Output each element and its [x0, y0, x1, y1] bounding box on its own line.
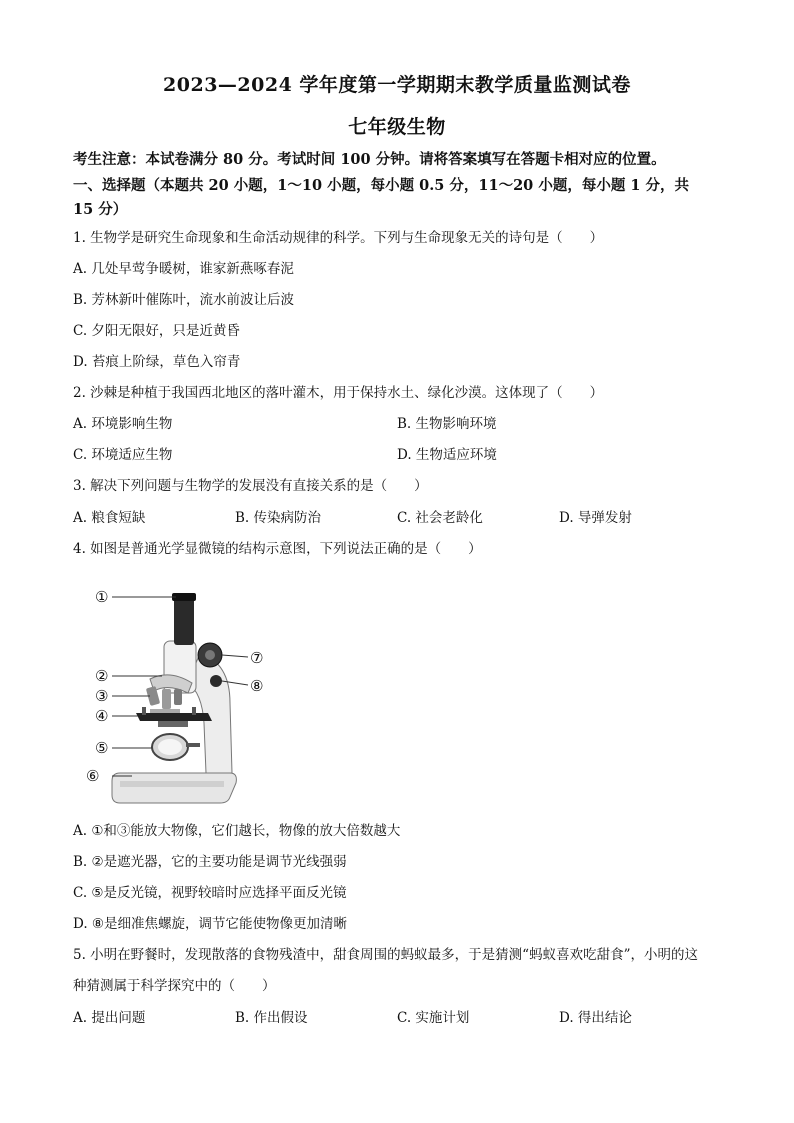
figure-label-1: ① — [95, 588, 109, 606]
question-2-option-a: A. 环境影响生物 — [73, 416, 173, 432]
question-4-option-a: A. ①和③能放大物像，它们越长，物像的放大倍数越大 — [73, 823, 401, 839]
question-1-stem: 1. 生物学是研究生命现象和生命活动规律的科学。下列与生命现象无关的诗句是（ ） — [73, 230, 604, 246]
figure-label-8: ⑧ — [250, 677, 264, 695]
question-5-stem-line1: 5. 小明在野餐时，发现散落的食物残渣中，甜食周围的蚂蚁最多，于是猜测“蚂蚁喜欢吃甜食”，小明的这 — [73, 947, 698, 963]
question-1-option-c: C. 夕阳无限好，只是近黄昏 — [73, 323, 240, 339]
figure-label-6: ⑥ — [86, 767, 100, 785]
question-1-option-b: B. 芳林新叶催陈叶，流水前波让后波 — [73, 292, 295, 308]
question-4-option-d: D. ⑧是细准焦螺旋，调节它能使物像更加清晰 — [73, 916, 348, 932]
question-2-option-c: C. 环境适应生物 — [73, 447, 173, 463]
question-4-option-c: C. ⑤是反光镜，视野较暗时应选择平面反光镜 — [73, 885, 347, 901]
question-3-option-d: D. 导弹发射 — [559, 510, 632, 526]
question-5-stem-line2: 种猜测属于科学探究中的（ ） — [73, 978, 276, 994]
question-5-option-c: C. 实施计划 — [397, 1010, 470, 1026]
question-2-option-b: B. 生物影响环境 — [397, 416, 497, 432]
exam-subtitle: 七年级生物 — [348, 116, 446, 138]
section-heading-line1: 一、选择题（本题共 20 小题，1～10 小题，每小题 0.5 分，11～20 小题，每小题 1 分，共 — [73, 177, 689, 194]
question-3-option-b: B. 传染病防治 — [235, 510, 322, 526]
figure-label-2: ② — [95, 667, 109, 685]
question-3-option-c: C. 社会老龄化 — [397, 510, 483, 526]
figure-label-7: ⑦ — [250, 649, 264, 667]
question-3-option-a: A. 粮食短缺 — [73, 510, 146, 526]
question-3-stem: 3. 解决下列问题与生物学的发展没有直接关系的是（ ） — [73, 478, 428, 494]
microscope-figure — [80, 583, 280, 805]
exam-notice: 考生注意：本试卷满分 80 分。考试时间 100 分钟。请将答案填写在答题卡相对应的位置。 — [73, 151, 666, 168]
figure-label-4: ④ — [95, 707, 109, 725]
question-5-option-b: B. 作出假设 — [235, 1010, 308, 1026]
section-heading-line2: 15 分） — [73, 201, 128, 218]
question-2-option-d: D. 生物适应环境 — [397, 447, 497, 463]
question-1-option-d: D. 苔痕上阶绿，草色入帘青 — [73, 354, 241, 370]
question-4-stem: 4. 如图是普通光学显微镜的结构示意图，下列说法正确的是（ ） — [73, 541, 482, 557]
question-5-option-a: A. 提出问题 — [73, 1010, 146, 1026]
figure-label-5: ⑤ — [95, 739, 109, 757]
figure-label-3: ③ — [95, 687, 109, 705]
question-5-option-d: D. 得出结论 — [559, 1010, 632, 1026]
question-4-option-b: B. ②是遮光器，它的主要功能是调节光线强弱 — [73, 854, 347, 870]
question-1-option-a: A. 几处早莺争暖树，谁家新燕啄春泥 — [73, 261, 294, 277]
question-2-stem: 2. 沙棘是种植于我国西北地区的落叶灌木，用于保持水土、绿化沙漠。这体现了（ ） — [73, 385, 604, 401]
exam-title: 2023—2024 学年度第一学期期末教学质量监测试卷 — [163, 74, 631, 96]
